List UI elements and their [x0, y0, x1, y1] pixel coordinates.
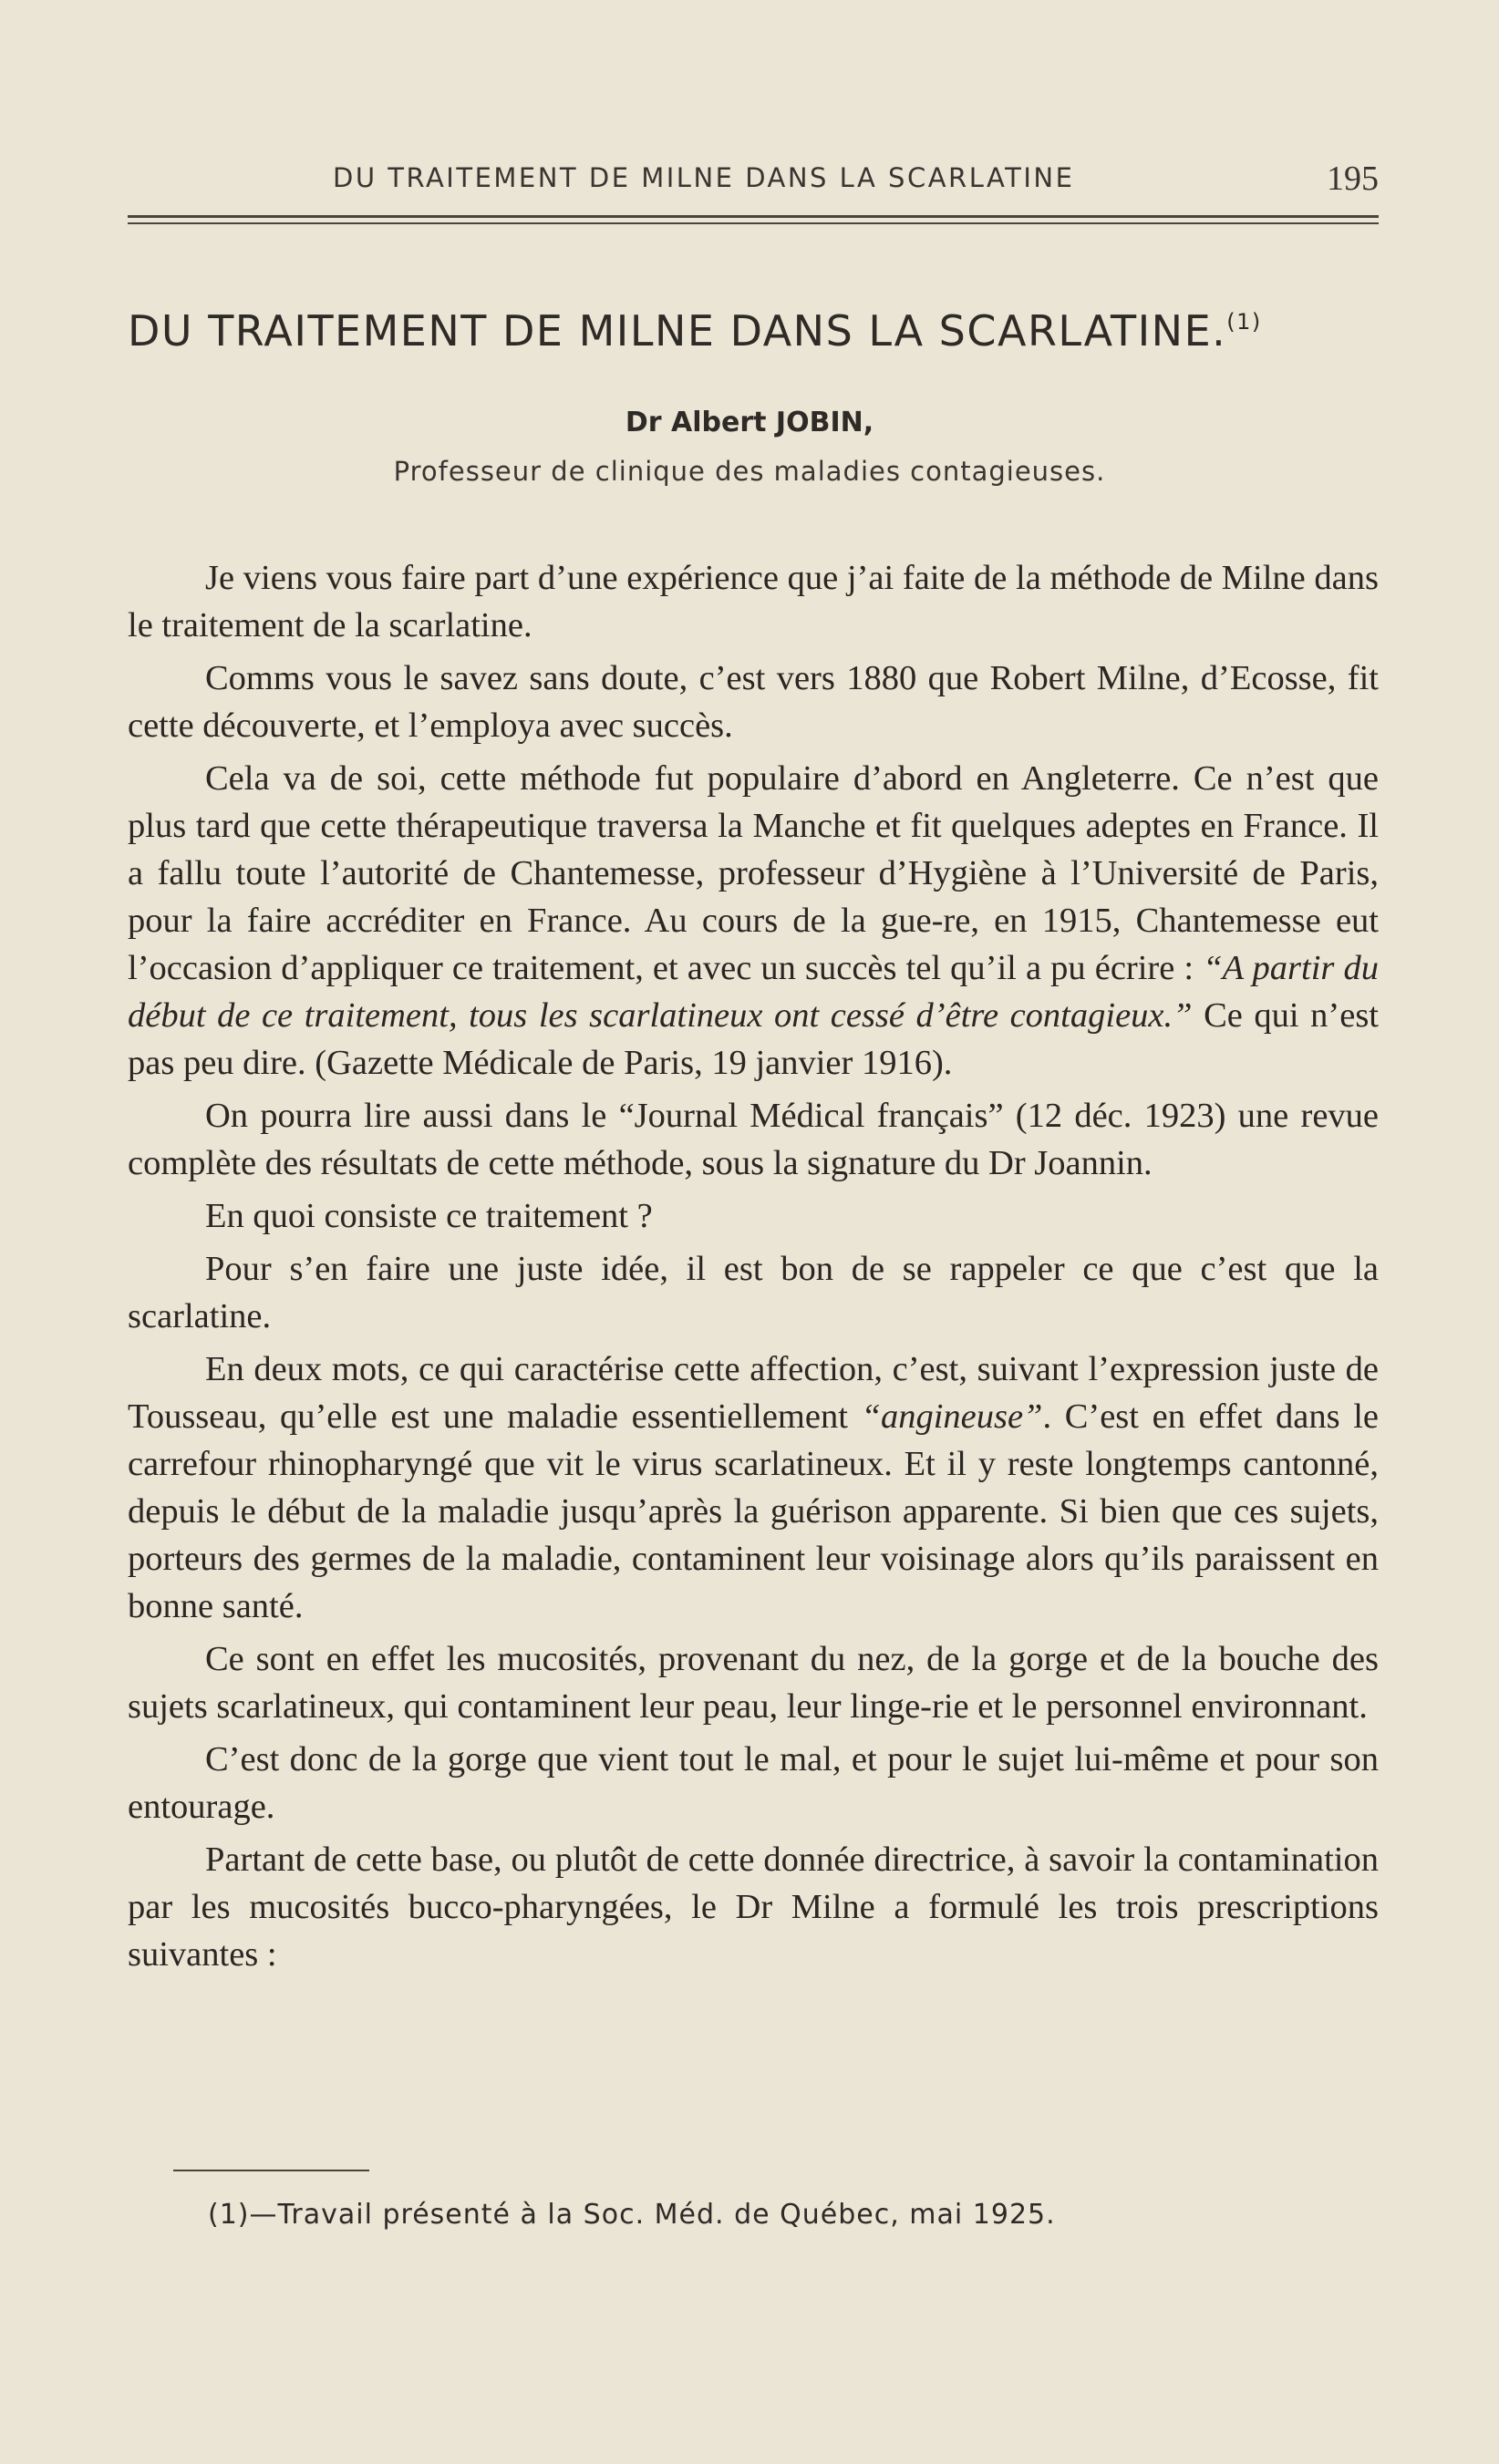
quotation: “A partir du début de ce traitement, tous les scarlatineux ont cessé d’être contagieux.” [128, 949, 1379, 1035]
footnote-rule [173, 2170, 369, 2171]
quotation: “angineuse” [861, 1397, 1043, 1436]
article-title-text: DU TRAITEMENT DE MILNE DANS LA SCARLATINE. [128, 306, 1227, 356]
article-title [128, 306, 1404, 356]
paragraph: Comms vous le savez sans doute, c’est vers 1880 que Robert Milne, d’Ecosse, fit cette découverte, et l’employa avec succès. [128, 659, 1379, 745]
paragraph: On pourra lire aussi dans le “Journal Médical français” (12 déc. 1923) une revue complète des résultats de cette méthode, sous la signature du Dr Joannin. [128, 1097, 1379, 1182]
paragraph-text: En deux mots, ce qui caractérise cette affection, c’est, suivant l’expression juste de Tousseau, qu’elle est une maladie essentiellement [128, 1350, 1379, 1436]
article-body [128, 554, 1379, 1984]
paragraph-text: . C’est en effet dans le carrefour rhinopharyngé que vit le virus scarlatineux. Et il y reste longtemps cantonné, depuis le début de la maladie jusqu’après la guérison apparente. Si bien que ces sujets, porteurs des germes de la maladie, contaminent leur voisinage alors qu’ils paraissent en bonne santé. [128, 1397, 1379, 1625]
paragraph: Je viens vous faire part d’une expérience que j’ai faite de la méthode de Milne dans le traitement de la scarlatine. [128, 559, 1379, 644]
paragraph: Pour s’en faire une juste idée, il est bon de se rappeler ce que c’est que la scarlatine. [128, 1250, 1379, 1335]
paragraph [128, 1345, 1379, 1630]
running-title: DU TRAITEMENT DE MILNE DANS LA SCARLATINE [333, 162, 1075, 193]
paragraph: Partant de cette base, ou plutôt de cette donnée directrice, à savoir la contamination par les mucosités bucco-pharyngées, le Dr Milne a formulé les trois prescriptions suivantes : [128, 1840, 1379, 1974]
page-number: 195 [1327, 160, 1379, 198]
running-header [128, 162, 1379, 199]
paragraph: En quoi consiste ce traitement ? [205, 1197, 653, 1235]
paragraph [128, 755, 1379, 1087]
footnote: (1)—Travail présenté à la Soc. Méd. de Québec, mai 1925. [208, 2199, 1056, 2231]
paragraph: C’est donc de la gorge que vient tout le mal, et pour le sujet lui-même et pour son entourage. [128, 1740, 1379, 1826]
author-name: Dr Albert JOBIN, [625, 407, 874, 438]
header-rule-thin [128, 222, 1379, 224]
header-rule-thick [128, 215, 1379, 218]
paragraph: Ce sont en effet les mucosités, provenant du nez, de la gorge et de la bouche des sujets scarlatineux, qui contaminent leur peau, leur linge-rie et le personnel environnant. [128, 1640, 1379, 1726]
paragraph-text: Ce qui n’est pas peu dire. (Gazette Médicale de Paris, 19 janvier 1916). [128, 996, 1379, 1082]
paragraph-text: Cela va de soi, cette méthode fut populaire d’abord en Angleterre. Ce n’est que plus tard que cette thérapeutique traversa la Manche et fit quelques adeptes en France. Il a fallu toute l’autorité de Chantemesse, professeur d’Hygiène à l’Université de Paris, pour la faire accréditer en France. Au cours de la gue-re, en 1915, Chantemesse eut l’occasion d’appliquer ce traitement, et avec un succès tel qu’il a pu écrire : [128, 759, 1379, 987]
author-affiliation: Professeur de clinique des maladies contagieuses. [393, 456, 1106, 487]
title-footnote-marker: (1) [1226, 309, 1262, 335]
